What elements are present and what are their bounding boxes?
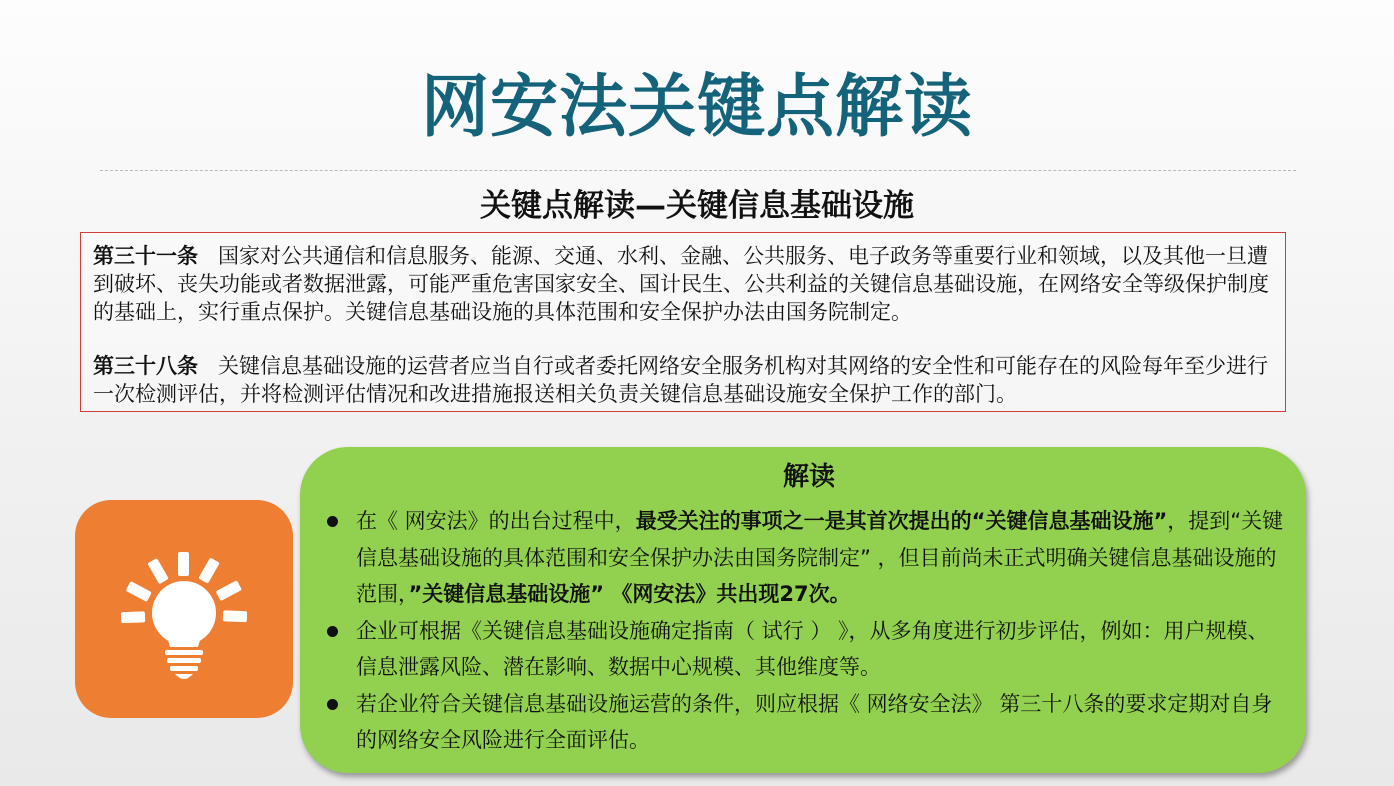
bullet-text-bold: ”关键信息基础设施” 《网安法》共出现27次。 (408, 582, 851, 606)
article-number: 第三十八条 (93, 354, 198, 378)
section-subtitle: 关键点解读—关键信息基础设施 (480, 188, 914, 224)
law-articles-box (80, 232, 1286, 412)
interpretation-list (330, 503, 1288, 759)
list-item (330, 686, 1288, 759)
lightbulb-tile (75, 500, 293, 718)
interpretation-heading: 解读 (782, 462, 835, 492)
article-number: 第三十一条 (93, 244, 198, 268)
title-divider (100, 170, 1296, 171)
article-31 (93, 242, 1275, 326)
interpretation-panel (300, 447, 1306, 773)
lightbulb-icon (75, 500, 293, 718)
page-title: 网安法关键点解读 (420, 68, 973, 147)
article-38 (93, 352, 1275, 408)
list-item (330, 613, 1288, 686)
bullet-text: ，提到“关键信息基础设施的具体范围和安全保护办法由国务院制定” ，但目前尚未正式明确关键信息基础设施的范围， (356, 509, 1284, 606)
bullet-text-bold: 最受关注的事项之一是其首次提出的“关键信息基础设施” (635, 509, 1168, 533)
bullet-text: 在《 网安法》的出台过程中， (356, 509, 636, 533)
article-text: 国家对公共通信和信息服务、能源、交通、水利、金融、公共服务、电子政务等重要行业和领域，以及其他一旦遭到破坏、丧失功能或者数据泄露，可能严重危害国家安全、国计民生、公共利益的关键信息基础设施，在网络安全等级保护制度的基础上，实行重点保护。关键信息基础设施的具体范围和安全保护办法由国务院制定。 (93, 244, 1269, 324)
bullet-text: 企业可根据《关键信息基础设施确定指南（ 试行 ） 》，从多角度进行初步评估，例如：用户规模、信息泄露风险、潜在影响、数据中心规模、其他维度等。 (356, 618, 1269, 679)
article-text: 关键信息基础设施的运营者应当自行或者委托网络安全服务机构对其网络的安全性和可能存在的风险每年至少进行一次检测评估，并将检测评估情况和改进措施报送相关负责关键信息基础设施安全保护工作的部门。 (93, 354, 1268, 406)
bullet-text: 若企业符合关键信息基础设施运营的条件，则应根据《 网络安全法》 第三十八条的要求定期对自身的网络安全风险进行全面评估。 (356, 691, 1273, 752)
list-item (330, 503, 1288, 613)
